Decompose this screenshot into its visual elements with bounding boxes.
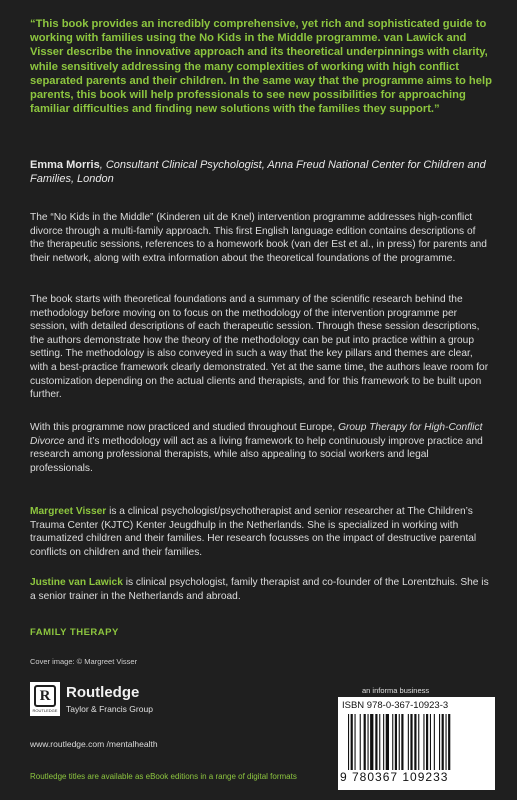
logo-letter: R	[34, 685, 56, 707]
description-paragraph-1: The “No Kids in the Middle” (Kinderen uit de Knel) intervention programme addresses high-conflict divorce through a multi-family approach. This first English language edition contains descriptions of the therapeutic sessions, references to a homework book (van der Est et al., in press) for parents and their network, along with extra information about the theoretical foundations of the programme.	[30, 212, 487, 264]
book-title: Group Therapy for High-Conflict Divorce	[30, 422, 483, 447]
routledge-logo-icon	[30, 682, 60, 716]
subject-category: FAMILY THERAPY	[30, 627, 119, 638]
author-name-2: Justine van Lawick	[30, 577, 123, 588]
informa-tagline: an informa business	[362, 686, 430, 695]
endorser-role: , Consultant Clinical Psychologist, Anna Freud National Center for Children and Families, London	[30, 159, 486, 185]
author-name-1: Margreet Visser	[30, 506, 107, 517]
endorsement-quote: “This book provides an incredibly comprehensive, yet rich and sophisticated guide to working with families using the No Kids in the Middle programme. van Lawick and Visser describe the innovative approach and its theoretical underpinnings with clarity, while sensitively addressing the many complexities of working with high conflict separated parents and their children. In the same way that the programme aims to help parents, this book will help professionals to see new possibilities for approaching familiar difficulties and finding new solutions with the families they support.”	[30, 18, 492, 116]
logo-wordmark: ROUTLEDGE	[32, 708, 58, 713]
quote-attribution	[30, 158, 495, 186]
publisher-name: Routledge	[66, 684, 140, 701]
endorser-name: Emma Morris	[30, 159, 100, 171]
author-text-1: is a clinical psychologist/psychotherapist and senior researcher at The Children’s Trauma Center (KJTC) Kenter Jeugdhulp in the Netherlands. She is specialized in working with traumatized children and their families. Her research focusses on the impact of destructive parental conflicts on children and their families.	[30, 506, 477, 558]
barcode-digits: 9 780367 109233	[340, 770, 449, 784]
author-bio-2	[30, 576, 492, 603]
barcode-icon	[348, 714, 488, 770]
paragraph-3-intro: With this programme now practiced and studied throughout Europe,	[30, 422, 339, 433]
publisher-url[interactable]: www.routledge.com /mentalhealth	[30, 739, 158, 749]
description-paragraph-2: The book starts with theoretical foundations and a summary of the scientific research behind the methodology before moving on to focus on the methodology of the intervention programme per session, with detailed descriptions of each therapeutic session. Through these session descriptions, the authors demonstrate how the theory of the methodology can be put into practice within a group setting. The methodology is also conveyed in such a way that the key pillars and themes are clear, with a best-practice framework clearly demonstrated. Yet at the same time, the authors leave room for customization depending on the actual clients and therapists, and for this framework to be built upon further.	[30, 294, 489, 401]
ebook-note: Routledge titles are available as eBook editions in a range of digital formats	[30, 772, 297, 781]
description-paragraph-3	[30, 421, 492, 475]
publisher-subtitle: Taylor & Francis Group	[66, 704, 153, 714]
paragraph-3-rest: and it’s methodology will act as a living framework to help continuously improve practice and research among professional therapists, while also appealing to social workers and legal professionals.	[30, 435, 483, 474]
barcode-panel	[338, 697, 495, 790]
isbn-text: ISBN 978-0-367-10923-3	[342, 700, 449, 711]
cover-credit: Cover image: © Margreet Visser	[30, 657, 138, 666]
author-bio-1	[30, 505, 492, 559]
author-text-2: is clinical psychologist, family therapist and co-founder of the Lorentzhuis. She is a senior trainer in the Netherlands and abroad.	[30, 577, 489, 602]
